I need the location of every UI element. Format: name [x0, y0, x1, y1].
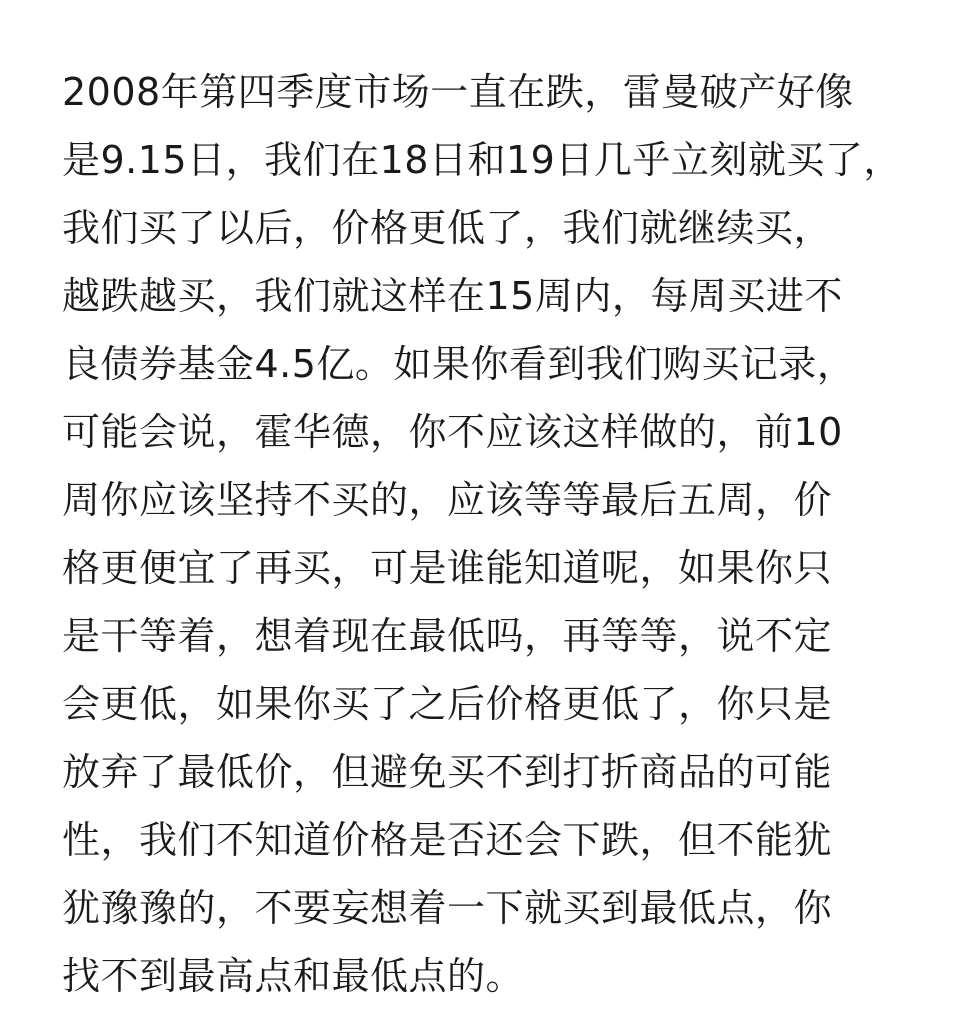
text-line-2: 是9.15日，我们在18日和19日几乎立刻就买了， — [62, 138, 902, 182]
text-line-3: 我们买了以后，价格更低了，我们就继续买， — [62, 206, 833, 250]
text-line-12: 性，我们不知道价格是否还会下跌，但不能犹 — [62, 818, 833, 862]
text-line-14: 找不到最高点和最低点的。 — [62, 954, 525, 998]
text-line-5: 良债券基金4.5亿。如果你看到我们购买记录， — [62, 342, 856, 386]
text-line-4: 越跌越买，我们就这样在15周内，每周买进不 — [62, 274, 843, 318]
text-line-10: 会更低，如果你买了之后价格更低了，你只是 — [62, 682, 833, 726]
text-line-8: 格更便宜了再买，可是谁能知道呢，如果你只 — [62, 546, 833, 590]
text-line-11: 放弃了最低价，但避免买不到打折商品的可能 — [62, 750, 833, 794]
text-line-6: 可能会说，霍华德，你不应该这样做的，前10 — [62, 410, 843, 454]
text-line-1: 2008年第四季度市场一直在跌，雷曼破产好像 — [62, 70, 854, 114]
text-line-9: 是干等着，想着现在最低吗，再等等，说不定 — [62, 614, 833, 658]
article-text — [62, 58, 932, 1010]
text-line-13: 犹豫豫的，不要妄想着一下就买到最低点，你 — [62, 886, 833, 930]
text-line-7: 周你应该坚持不买的，应该等等最后五周，价 — [62, 478, 833, 522]
